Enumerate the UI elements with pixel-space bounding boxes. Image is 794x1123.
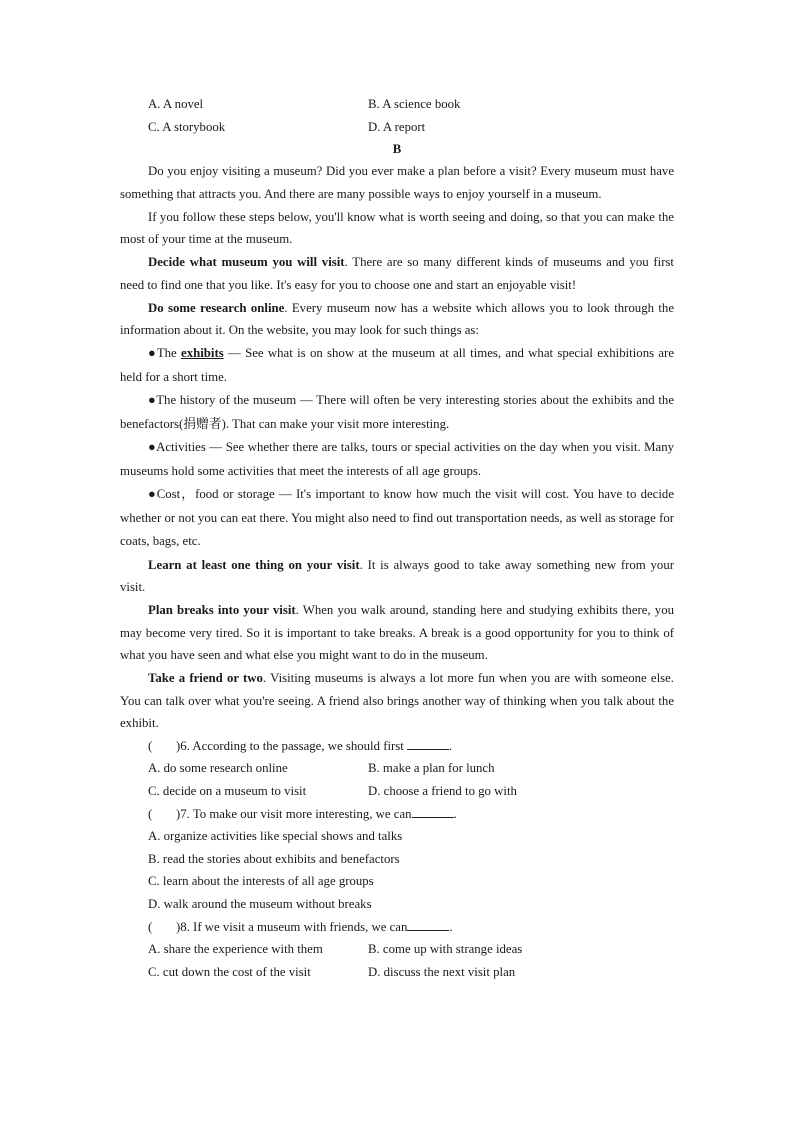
option-d: D. A report: [368, 119, 426, 134]
step-text: . Visiting museums is always a lot more fun when you are with someone else. You can talk over what you're seeing. A friend also brings another way of thinking when you talk about the exhibit.: [120, 671, 674, 731]
answer-paren: (: [148, 919, 153, 934]
bullet-text: — See what is on show at the museum at all times, and what special exhibitions are held for a short time.: [120, 346, 674, 384]
intro-paragraph-2: If you follow these steps below, you'll know what is worth seeing and doing, so that you can make the most of your time at the museum.: [120, 209, 674, 247]
option-a: A. share the experience with them: [148, 941, 323, 956]
step-text: . It is always good to take away something new from your visit.: [120, 557, 674, 595]
question-text: )7. To make our visit more interesting, we can: [176, 806, 412, 821]
intro-paragraph: Do you enjoy visiting a museum? Did you ever make a plan before a visit? Every museum must have something that attracts you. And there are many possible ways to enjoy yourself in a museum.: [120, 164, 674, 202]
option-c: C. decide on a museum to visit: [148, 784, 307, 799]
option-d: D. discuss the next visit plan: [368, 964, 516, 979]
option-d: D. choose a friend to go with: [368, 784, 517, 799]
step-paragraph: [120, 599, 674, 667]
question-text: )8. If we visit a museum with friends, we can: [176, 919, 408, 934]
step-title: Do some research online: [148, 300, 285, 315]
option-d: D. walk around the museum without breaks: [148, 897, 372, 912]
option-row: [120, 93, 674, 116]
answer-blank: [407, 918, 449, 931]
question-8: [120, 916, 674, 938]
option-a: A. do some research online: [148, 761, 288, 776]
question-end: .: [449, 919, 453, 934]
answer-blank: [412, 805, 454, 818]
bullet-paragraph: ●Cost，food or storage — It's important to know how much the visit will cost. You have to decide whether or not you can eat there. You might also need to find out transportation needs, as well as storage for coats, bags, etc.: [120, 487, 674, 548]
bullet-prefix: ●The: [148, 346, 182, 360]
step-paragraph: [120, 554, 674, 599]
step-text: . There are so many different kinds of museums and you first need to find one that you like. It's easy for you to choose one and start an enjoyable visit!: [120, 255, 674, 292]
step-paragraph: [120, 251, 674, 296]
option-a: A. organize activities like special shows and talks: [148, 829, 403, 844]
option-b: B. A science book: [368, 96, 461, 111]
step-paragraph: [120, 297, 674, 342]
bullet-paragraph: ●The history of the museum — There will often be very interesting stories about the exhibits and the benefactors(捐赠者). That can make your visit more interesting.: [120, 393, 674, 431]
answer-paren: (: [148, 806, 153, 821]
option-b: B. come up with strange ideas: [368, 941, 523, 956]
option-c: C. A storybook: [148, 119, 226, 134]
step-title: Plan breaks into your visit: [148, 602, 296, 617]
option-row: [120, 961, 674, 984]
step-paragraph: [120, 667, 674, 735]
option-row: [120, 758, 674, 781]
option-c: C. cut down the cost of the visit: [148, 964, 311, 979]
option-row: [120, 116, 674, 139]
exhibits-word: exhibits: [181, 346, 224, 360]
option-row: [120, 938, 674, 961]
bullet-paragraph: ●Activities — See whether there are talks, tours or special activities on the day when you visit. Many museums hold some activities that meet the interests of all age groups.: [120, 440, 674, 478]
answer-paren: (: [148, 739, 153, 754]
option-a: A. A novel: [148, 96, 204, 111]
option-row: [120, 780, 674, 803]
question-6: [120, 735, 674, 757]
step-title: Decide what museum you will visit: [148, 255, 345, 270]
section-heading: B: [392, 142, 402, 157]
step-title: Learn at least one thing on your visit: [148, 557, 360, 572]
step-text: . When you walk around, standing here and studying exhibits there, you may become very tired. So it is important to take breaks. A break is a good opportunity for you to think of what you have seen and what else you might want to do in the museum.: [120, 602, 674, 663]
question-end: .: [449, 739, 453, 754]
option-b: B. make a plan for lunch: [368, 761, 495, 776]
page-content: [120, 93, 674, 983]
answer-blank: [407, 737, 449, 750]
step-text: . Every museum now has a website which allows you to look through the information about it. On the website, you may look for such things as:: [120, 300, 674, 338]
option-b: B. read the stories about exhibits and benefactors: [148, 851, 400, 866]
option-c: C. learn about the interests of all age groups: [148, 874, 374, 889]
bullet-paragraph: [120, 342, 674, 389]
question-end: .: [453, 806, 457, 821]
step-title: Take a friend or two: [148, 671, 263, 686]
question-text: )6. According to the passage, we should first: [176, 739, 404, 754]
question-7: [120, 803, 674, 825]
